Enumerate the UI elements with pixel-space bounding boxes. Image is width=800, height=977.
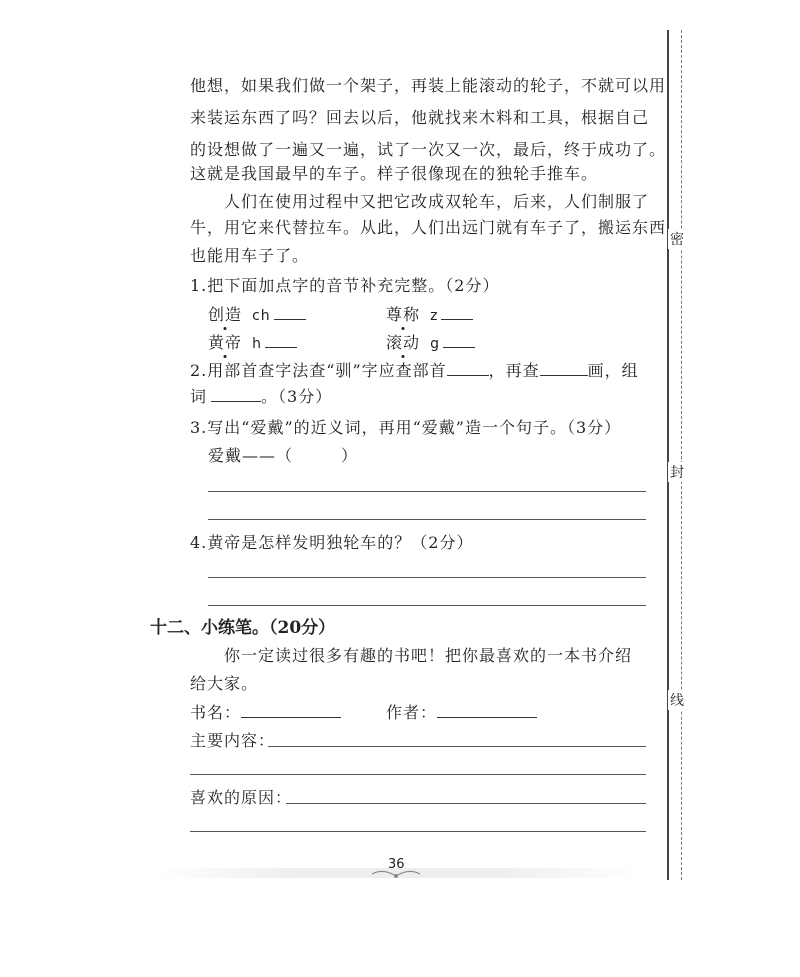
q1-word-2: 尊称 (386, 305, 421, 324)
author-label: 作者： (386, 703, 438, 722)
section-12-title: 十二、小练笔。（20分） (150, 618, 336, 638)
book-title-label: 书名： (190, 703, 242, 722)
q1-pinyin-3: h (252, 336, 262, 352)
main-content-line-1[interactable] (268, 746, 646, 747)
q1-item-huangdi (208, 330, 297, 353)
binding-char-xian: 线 (668, 690, 686, 710)
q3-writing-line-2[interactable] (208, 519, 646, 520)
q3-synonym-row (208, 443, 358, 466)
q2-text-1: 2.用部首查字法查“驯”字应查部首 (190, 361, 447, 380)
q3-answer-suffix: ） (341, 446, 359, 465)
q2-blank-radical[interactable] (447, 361, 489, 376)
q1-answer-blank-1[interactable] (274, 305, 306, 320)
q2-text-5: 。（3分） (261, 387, 333, 406)
q1-answer-blank-2[interactable] (441, 305, 473, 320)
reason-line-1[interactable] (286, 803, 646, 804)
binding-solid-line (667, 30, 669, 880)
q4-writing-line-1[interactable] (208, 577, 646, 578)
question-1-prompt: 1.把下面加点字的音节补充完整。（2分） (190, 276, 500, 295)
passage-line-3: 的设想做了一遍又一遍，试了一次又一次，最后，终于成功了。 (190, 140, 667, 159)
passage-line-2: 来装运东西了吗？回去以后，他就找来木料和工具，根据自己 (190, 108, 650, 127)
passage-line-1: 他想，如果我们做一个架子，再装上能滚动的轮子，不就可以用 (190, 76, 667, 95)
reason-line-2[interactable] (190, 831, 646, 832)
q2-text-2: ，再查 (488, 361, 540, 380)
q1-word-1: 创造 (208, 305, 243, 324)
q2-blank-strokes[interactable] (540, 361, 588, 376)
q1-answer-blank-3[interactable] (265, 333, 297, 348)
q1-item-zuncheng (386, 302, 473, 325)
section-12-intro-line-2: 给大家。 (190, 674, 259, 693)
q2-blank-word[interactable] (211, 387, 261, 402)
author-row (386, 700, 537, 723)
passage-line-7: 也能用车子了。 (190, 246, 310, 265)
q1-word-4: 滚动 (386, 333, 421, 352)
ornament-icon (370, 868, 422, 880)
book-title-field[interactable] (241, 703, 341, 718)
q1-answer-blank-4[interactable] (443, 333, 475, 348)
q3-writing-line-1[interactable] (208, 491, 646, 492)
binding-dashed-line (681, 30, 682, 880)
q1-item-gundong (386, 330, 475, 353)
reason-label: 喜欢的原因： (190, 788, 293, 807)
binding-char-mi: 密 (668, 229, 686, 249)
passage-line-5: 人们在使用过程中又把它改成双轮车，后来，人们制服了 (224, 192, 650, 211)
q4-writing-line-2[interactable] (208, 605, 646, 606)
question-4-prompt: 4.黄帝是怎样发明独轮车的？（2分） (190, 533, 474, 552)
q3-answer-prefix: 爱戴——（ (208, 446, 294, 465)
q1-pinyin-1: ch (252, 308, 271, 324)
q2-text-3: 画，组 (587, 361, 639, 380)
passage-line-6: 牛，用它来代替拉车。从此，人们出远门就有车子了，搬运东西 (190, 218, 667, 237)
question-2-line-1 (190, 358, 639, 381)
question-3-prompt: 3.写出“爱戴”的近义词，再用“爱戴”造一个句子。（3分） (190, 418, 622, 437)
q1-pinyin-4: g (430, 336, 440, 352)
author-field[interactable] (437, 703, 537, 718)
q1-pinyin-2: z (430, 308, 439, 324)
q1-item-chuangzao (208, 302, 306, 325)
q2-text-4: 词 (190, 387, 208, 406)
page-number: 36 (388, 857, 405, 872)
main-content-line-2[interactable] (190, 774, 646, 775)
section-12-intro-line-1: 你一定读过很多有趣的书吧！把你最喜欢的一本书介绍 (224, 646, 633, 665)
binding-char-feng: 封 (668, 462, 686, 482)
question-2-line-2 (190, 384, 332, 407)
q1-word-3: 黄帝 (208, 333, 243, 352)
book-title-row (190, 700, 341, 723)
main-content-label: 主要内容： (190, 731, 276, 750)
passage-line-4: 这就是我国最早的车子。样子很像现在的独轮手推车。 (190, 164, 599, 183)
